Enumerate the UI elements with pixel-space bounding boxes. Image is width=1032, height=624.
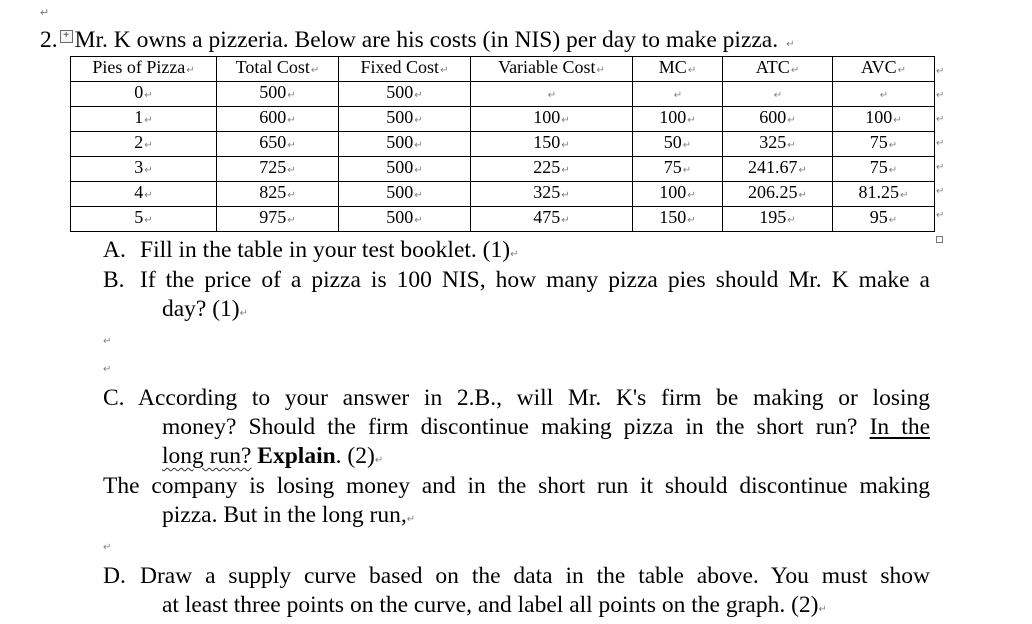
header-mc: MC↵ (633, 57, 723, 82)
question-number: 2. (40, 27, 58, 53)
table-cell: 500↵ (339, 157, 471, 182)
table-cell: 100↵ (633, 182, 723, 207)
table-cell: 75↵ (833, 132, 935, 157)
student-answer: The company is losing money and in the short run it should discontinue making pizza. But in the long run,↵ (103, 473, 930, 528)
table-cell: ↵ (471, 82, 633, 107)
question-c-line2: money? Should the firm discontinue making pizza in the short run? (162, 414, 858, 440)
question-d-line1: Draw a supply curve based on the data in the table above. You must show (140, 563, 930, 589)
question-c-points: . (2) (335, 443, 375, 469)
header-avc: AVC↵ (833, 57, 935, 82)
table-cell: 95↵ (833, 207, 935, 232)
answer-line1: The company is losing money and in the short run it should discontinue making (103, 473, 930, 499)
question-c-line2-underlined: In the (869, 414, 930, 440)
table-cell: ↵ (633, 82, 723, 107)
table-cell: 100↵ (471, 107, 633, 132)
header-variable-cost: Variable Cost↵ (471, 57, 633, 82)
table-cell: 225↵ (471, 157, 633, 182)
table-cell: 0↵ (71, 82, 217, 107)
table-cell: ↵ (833, 82, 935, 107)
row-end-mark: ↵ (936, 66, 945, 77)
table-cell: 150↵ (633, 207, 723, 232)
question-c-label: C. (103, 385, 125, 411)
table-cell: 241.67↵ (723, 157, 833, 182)
table-cell: 81.25↵ (833, 182, 935, 207)
question-a-label: A. (103, 237, 126, 263)
question-d-label: D. (103, 563, 126, 589)
table-cell: 195↵ (723, 207, 833, 232)
question-c-explain: Explain (257, 443, 336, 469)
table-cell: 500↵ (339, 182, 471, 207)
table-cell: 975↵ (217, 207, 339, 232)
table-header-row (71, 57, 935, 82)
paragraph-mark: ↵ (103, 336, 112, 347)
table-cell: 500↵ (339, 82, 471, 107)
question-c-long-run: long run? (162, 443, 252, 469)
table-cell: 206.25↵ (723, 182, 833, 207)
table-cell: 50↵ (633, 132, 723, 157)
paragraph-mark: ↵ (103, 542, 112, 553)
table-cell: 325↵ (471, 182, 633, 207)
table-cell: 475↵ (471, 207, 633, 232)
cost-table (70, 56, 935, 232)
question-c-line1: According to your answer in 2.B., will Mr. K's firm be making or losing (138, 385, 930, 411)
header-fixed-cost: Fixed Cost↵ (339, 57, 471, 82)
table-cell: 500↵ (339, 107, 471, 132)
question-a-text: Fill in the table in your test booklet. (1) (140, 237, 511, 263)
header-atc: ATC↵ (723, 57, 833, 82)
table-cell: 5↵ (71, 207, 217, 232)
header-pies: Pies of Pizza↵ (71, 57, 217, 82)
table-cell: 1↵ (71, 107, 217, 132)
question-b: B. If the price of a pizza is 100 NIS, how many pizza pies should Mr. K make a day? (1)↵ (103, 267, 930, 322)
question-header (40, 26, 795, 59)
table-cell: 150↵ (471, 132, 633, 157)
paragraph-mark: ↵ (786, 39, 795, 50)
table-cell: 825↵ (217, 182, 339, 207)
table-cell: 100↵ (633, 107, 723, 132)
question-d-line2: at least three points on the curve, and label all points on the graph. (2) (162, 592, 819, 618)
table-cell: 500↵ (217, 82, 339, 107)
header-total-cost: Total Cost↵ (217, 57, 339, 82)
row-end-mark: ↵ (936, 138, 945, 149)
table-cell: 500↵ (339, 132, 471, 157)
table-cell: 3↵ (71, 157, 217, 182)
answer-line2: pizza. But in the long run, (162, 502, 407, 528)
question-c: C. According to your answer in 2.B., will Mr. K's firm be making or losing money? Should the firm discontinue making pizza in the short run? In the long run? Explain. (2)↵ (103, 385, 930, 469)
row-end-mark: ↵ (936, 162, 945, 173)
row-end-mark: ↵ (936, 210, 945, 221)
table-resize-handle-icon[interactable] (936, 236, 943, 243)
table-cell: 500↵ (339, 207, 471, 232)
table-cell: 75↵ (633, 157, 723, 182)
table-row (71, 207, 935, 232)
question-b-line1: If the price of a pizza is 100 NIS, how many pizza pies should Mr. K make a (140, 267, 930, 293)
table-cell: 100↵ (833, 107, 935, 132)
question-d: D. Draw a supply curve based on the data in the table above. You must show at least three points on the curve, and label all points on the graph. (2)↵ (103, 563, 930, 618)
table-cell: 600↵ (217, 107, 339, 132)
question-b-label: B. (103, 267, 125, 293)
table-row (71, 132, 935, 157)
table-cell: 600↵ (723, 107, 833, 132)
table-cell: ↵ (723, 82, 833, 107)
table-cell: 75↵ (833, 157, 935, 182)
paragraph-mark: ↵ (103, 364, 112, 375)
question-prompt: Mr. K owns a pizzeria. Below are his costs (in NIS) per day to make pizza. (74, 27, 779, 53)
table-cell: 325↵ (723, 132, 833, 157)
table-cell: 2↵ (71, 132, 217, 157)
table-cell: 725↵ (217, 157, 339, 182)
table-row (71, 107, 935, 132)
table-row (71, 157, 935, 182)
table-move-handle-icon[interactable]: + (60, 30, 73, 43)
row-end-mark: ↵ (936, 186, 945, 197)
table-row (71, 82, 935, 107)
row-end-mark: ↵ (936, 114, 945, 125)
table-cell: 650↵ (217, 132, 339, 157)
question-b-line2: day? (1) (162, 296, 240, 322)
row-end-mark: ↵ (936, 90, 945, 101)
table-row (71, 182, 935, 207)
question-a: A. Fill in the table in your test booklet. (1)↵ (103, 237, 519, 263)
paragraph-mark: ↵ (40, 7, 50, 19)
table-cell: 4↵ (71, 182, 217, 207)
